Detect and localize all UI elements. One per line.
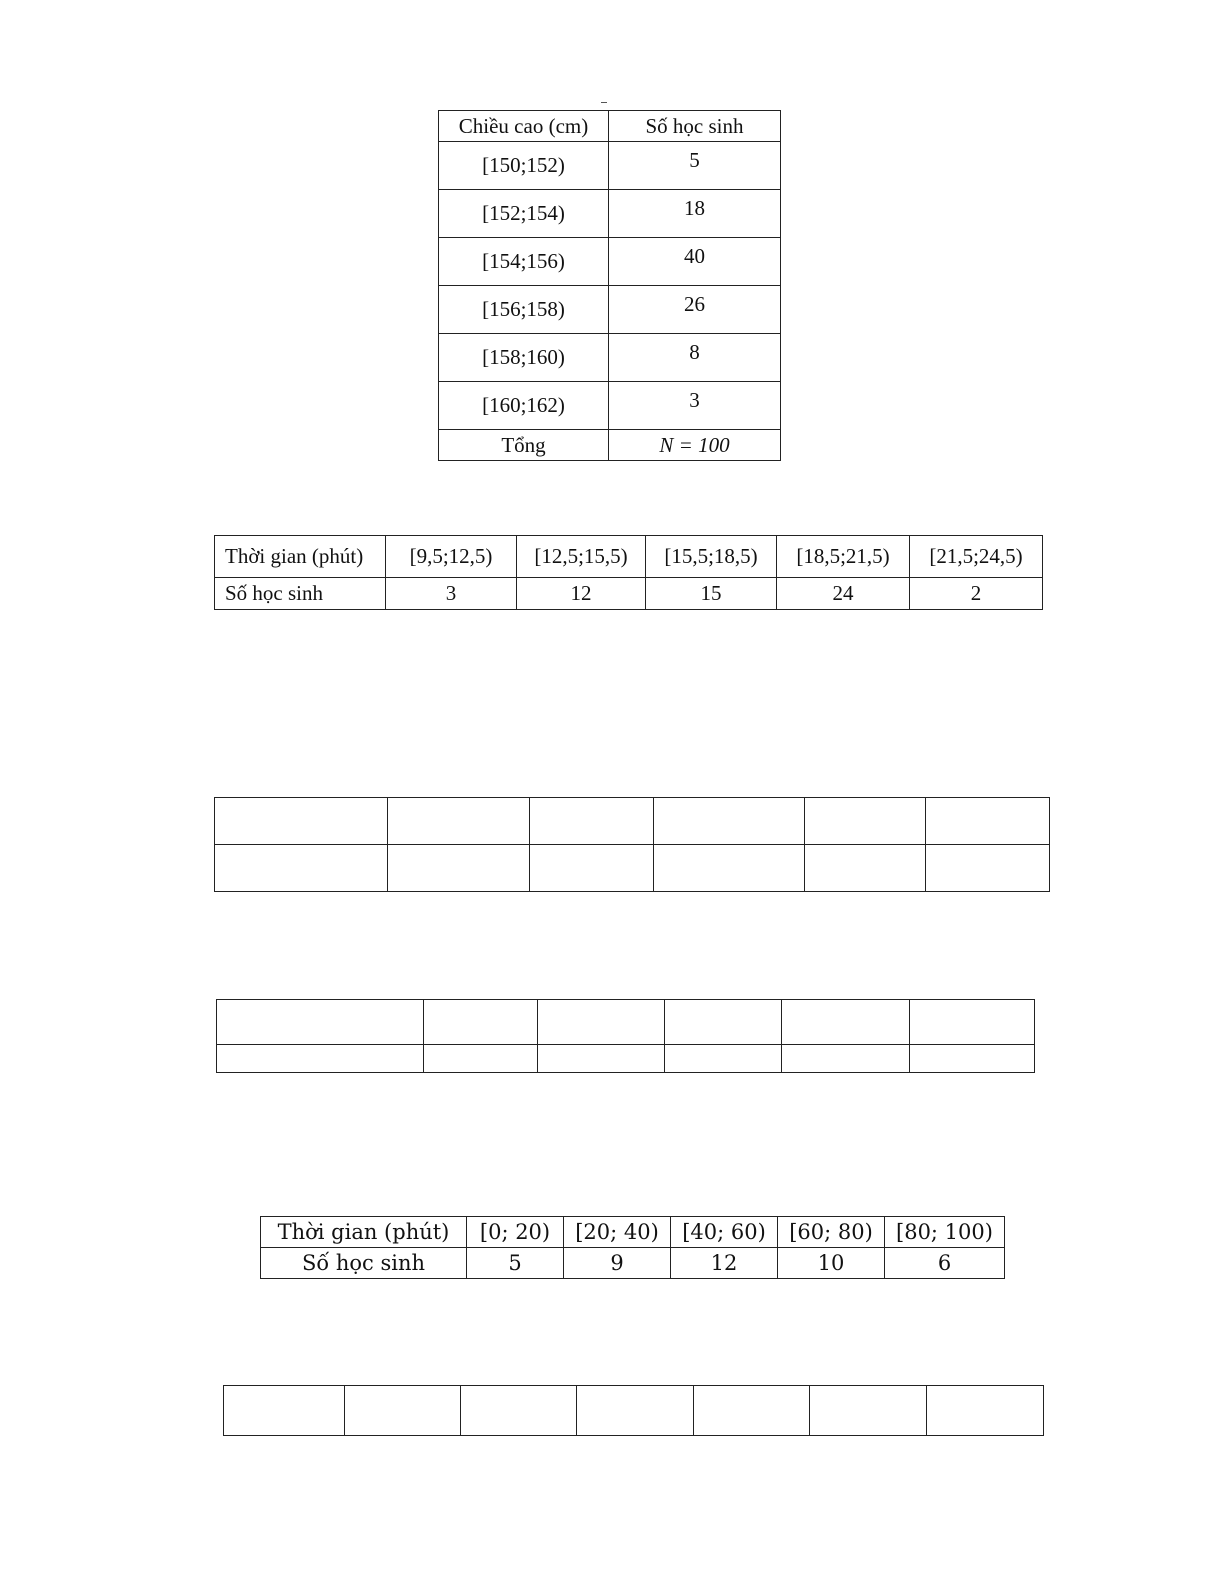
time-frequency-table-1 xyxy=(214,535,1043,610)
interval-cell: [12,5;15,5) xyxy=(517,536,646,578)
decorative-dash xyxy=(601,102,607,103)
count-cell: 12 xyxy=(671,1248,778,1279)
total-row xyxy=(439,430,781,461)
interval-cell: [18,5;21,5) xyxy=(777,536,910,578)
count-cell: 2 xyxy=(910,578,1043,610)
interval-cell: [9,5;12,5) xyxy=(386,536,517,578)
count-cell: 5 xyxy=(609,142,781,190)
header-height: Chiều cao (cm) xyxy=(439,111,609,142)
count-cell: 18 xyxy=(609,190,781,238)
count-cell: 40 xyxy=(609,238,781,286)
row-label-students: Số học sinh xyxy=(215,578,386,610)
table-row xyxy=(261,1248,1005,1279)
table-row xyxy=(439,286,781,334)
table-row xyxy=(217,1045,1035,1073)
empty-table-1 xyxy=(214,797,1050,892)
table-row xyxy=(217,1000,1035,1045)
empty-table-2 xyxy=(216,999,1035,1073)
interval-cell: [15,5;18,5) xyxy=(646,536,777,578)
count-cell: 10 xyxy=(778,1248,885,1279)
count-cell: 3 xyxy=(609,382,781,430)
table-row xyxy=(439,190,781,238)
height-frequency-table xyxy=(438,110,781,461)
count-cell: 12 xyxy=(517,578,646,610)
time-frequency-table-2 xyxy=(260,1216,1005,1279)
interval-cell: [158;160) xyxy=(439,334,609,382)
count-cell: 26 xyxy=(609,286,781,334)
interval-cell: [40; 60) xyxy=(671,1217,778,1248)
count-cell: 5 xyxy=(467,1248,564,1279)
table-row xyxy=(215,578,1043,610)
count-cell: 6 xyxy=(885,1248,1005,1279)
interval-cell: [60; 80) xyxy=(778,1217,885,1248)
interval-cell: [154;156) xyxy=(439,238,609,286)
interval-cell: [0; 20) xyxy=(467,1217,564,1248)
count-cell: 24 xyxy=(777,578,910,610)
count-cell: 8 xyxy=(609,334,781,382)
total-label: Tổng xyxy=(439,430,609,461)
table-row xyxy=(261,1217,1005,1248)
interval-cell: [80; 100) xyxy=(885,1217,1005,1248)
count-cell: 3 xyxy=(386,578,517,610)
count-cell: 15 xyxy=(646,578,777,610)
row-label-time: Thời gian (phút) xyxy=(261,1217,467,1248)
table-row xyxy=(439,382,781,430)
table-header-row xyxy=(439,111,781,142)
table-row xyxy=(215,536,1043,578)
interval-cell: [150;152) xyxy=(439,142,609,190)
interval-cell: [20; 40) xyxy=(564,1217,671,1248)
table-row xyxy=(215,798,1050,845)
interval-cell: [152;154) xyxy=(439,190,609,238)
table-row xyxy=(439,142,781,190)
empty-table-3 xyxy=(223,1385,1044,1436)
interval-cell: [160;162) xyxy=(439,382,609,430)
table-row xyxy=(224,1386,1044,1436)
table-row xyxy=(439,238,781,286)
header-students: Số học sinh xyxy=(609,111,781,142)
interval-cell: [156;158) xyxy=(439,286,609,334)
row-label-time: Thời gian (phút) xyxy=(215,536,386,578)
table-row xyxy=(439,334,781,382)
total-value: N = 100 xyxy=(609,430,781,461)
count-cell: 9 xyxy=(564,1248,671,1279)
table-row xyxy=(215,845,1050,892)
row-label-students: Số học sinh xyxy=(261,1248,467,1279)
interval-cell: [21,5;24,5) xyxy=(910,536,1043,578)
